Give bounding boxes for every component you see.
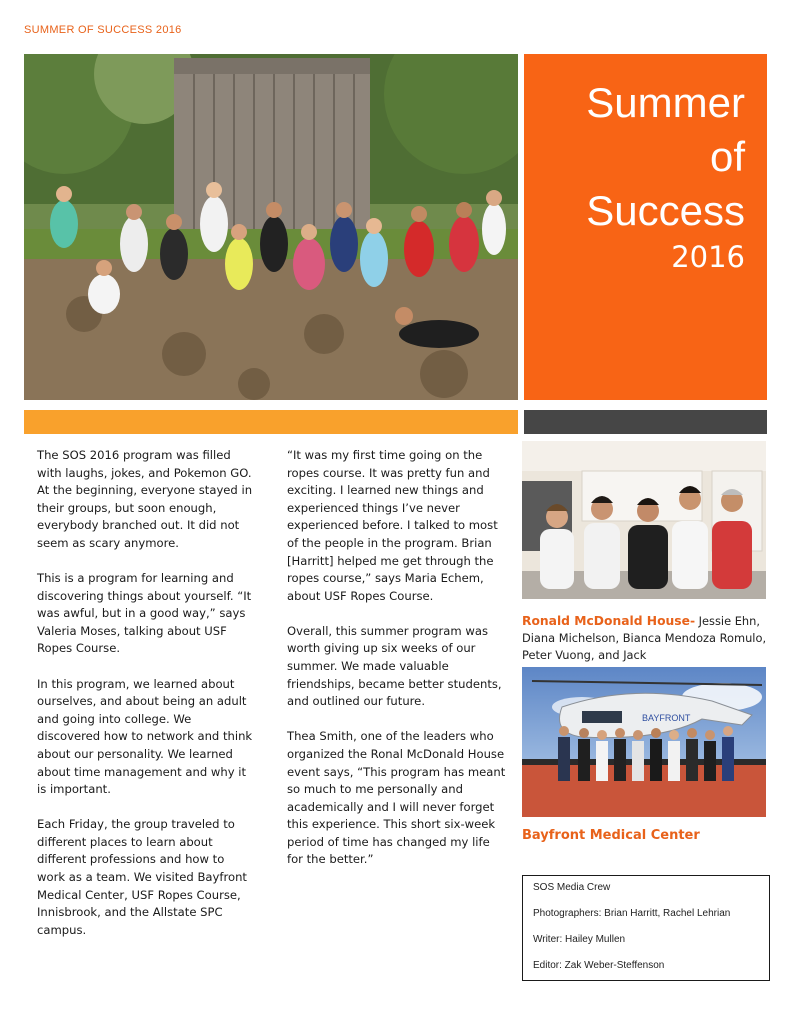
- credits-photographers: Photographers: Brian Harritt, Rachel Lehrian: [533, 908, 731, 919]
- ronald-mcdonald-caption: [522, 613, 768, 664]
- title-of: of: [709, 133, 745, 180]
- running-header: SUMMER OF SUCCESS 2016: [24, 24, 182, 36]
- bayfront-caption: Bayfront Medical Center: [522, 828, 700, 843]
- credits-crew: SOS Media Crew: [533, 882, 611, 893]
- paragraph: Each Friday, the group traveled to different places to learn about different professions and how to work as a team. We visited Bayfront Medical Center, USF Ropes Course, Innisbrook, and the Allstate SPC campus.: [37, 817, 247, 937]
- article-column-2: [287, 447, 507, 887]
- title-summer: Summer: [586, 79, 745, 126]
- dark-divider-bar: [524, 410, 767, 434]
- credits-box: [522, 875, 770, 981]
- ronald-caption-names: Jessie Ehn, Diana Michelson, Bianca Mendoza Romulo, Peter Vuong, and Jack: [522, 614, 767, 662]
- paragraph: The SOS 2016 program was filled with laughs, jokes, and Pokemon GO. At the beginning, everyone stayed in their groups, but soon enough, everybody branched out. It did not seem as scary anymore.: [37, 448, 253, 550]
- article-column-1: [37, 447, 253, 957]
- bayfront-helicopter-photo: [522, 667, 766, 817]
- title-year: 2016: [671, 240, 745, 274]
- title-block: [524, 54, 767, 400]
- ronald-mcdonald-photo: [522, 441, 766, 599]
- paragraph: This is a program for learning and discovering things about yourself. “It was awful, but in a good way,” says Valeria Moses, talking about USF Ropes Course.: [37, 571, 252, 656]
- paragraph: In this program, we learned about ourselves, and about being an adult and going into college. We discovered how to network and think about our personality. We learned about time management and why it is important.: [37, 676, 253, 797]
- credits-writer: Writer: Hailey Mullen: [533, 934, 626, 945]
- title-success: Success: [586, 187, 745, 234]
- hero-group-photo: [24, 54, 518, 400]
- ronald-caption-heading: Ronald McDonald House-: [522, 614, 696, 628]
- credits-editor: Editor: Zak Weber-Steffenson: [533, 960, 665, 971]
- svg-text:BAYFRONT: BAYFRONT: [642, 713, 691, 723]
- paragraph: Overall, this summer program was worth giving up six weeks of our summer. We made valuable friendships, became better students, and outlined our future.: [287, 623, 502, 709]
- orange-divider-bar: [24, 410, 518, 434]
- paragraph: Thea Smith, one of the leaders who organized the Ronal McDonald House event says, “This program has meant so much to me personally and academically and I will never forget this experience. This short six-week period of time has changed my life for the better.”: [287, 729, 506, 867]
- paragraph: “It was my first time going on the ropes course. It was pretty fun and exciting. I learned new things and experienced things I’ve never experienced before. I talked to most of the people in the program. Brian [Harritt] helped me get through the ropes course,” says Maria Echem, about USF Ropes Course.: [287, 448, 498, 603]
